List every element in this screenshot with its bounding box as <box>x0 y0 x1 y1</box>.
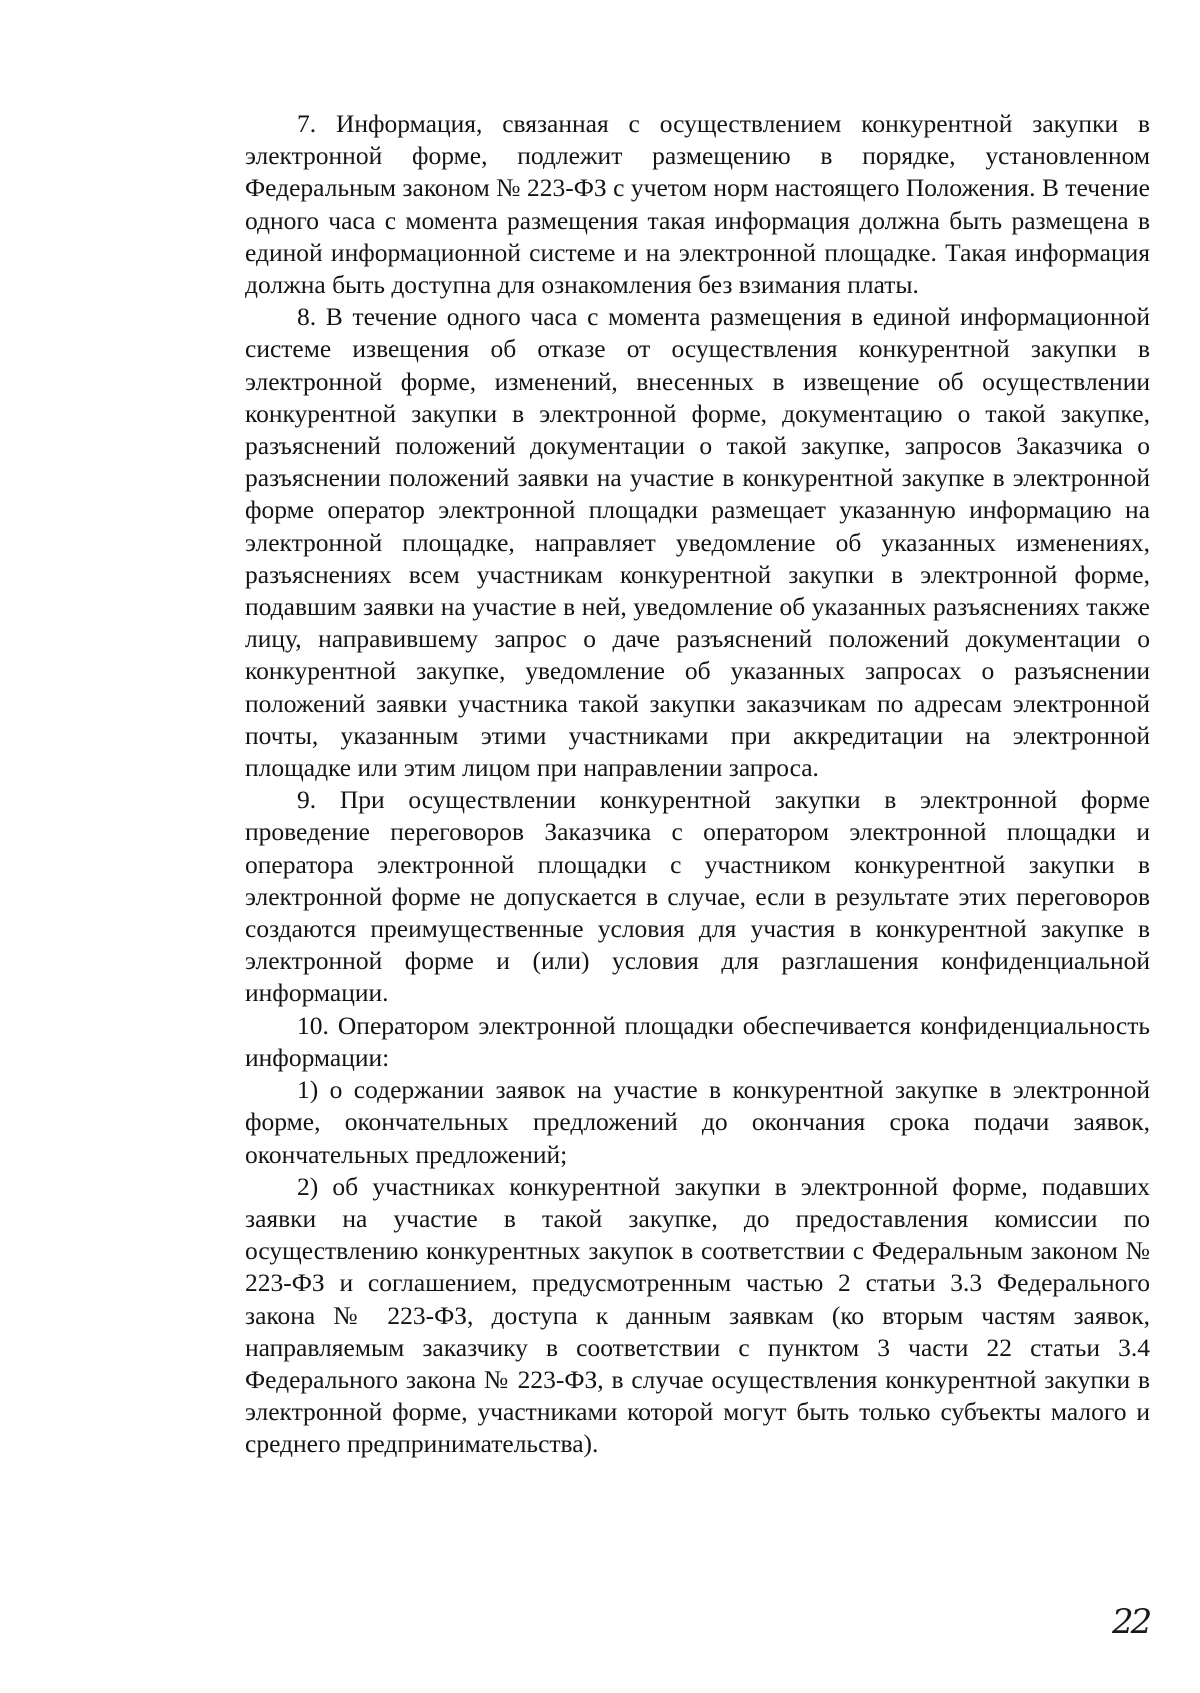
paragraph-8: 8. В течение одного часа с момента размещения в единой информационной системе извещения об отказе от осуществления конкурентной закупки в электронной форме, изменений, внесенных в извещение об осуществлении конкурентной закупки в электронной форме, документацию о такой закупке, разъяснений положений документации о такой закупке, запросов Заказчика о разъяснении положений заявки на участие в конкурентной закупке в электронной форме оператор электронной площадки размещает указанную информацию на электронной площадке, направляет уведомление об указанных изменениях, разъяснениях всем участникам конкурентной закупки в электронной форме, подавшим заявки на участие в ней, уведомление об указанных разъяснениях также лицу, направившему запрос о даче разъяснений положений документации о конкурентной закупке, уведомление об указанных запросах о разъяснении положений заявки участника такой закупки заказчикам по адресам электронной почты, указанным этими участниками при аккредитации на электронной площадке или этим лицом при направлении запроса. <box>245 302 1150 783</box>
paragraph-10-item-2: 2) об участниках конкурентной закупки в электронной форме, подавших заявки на участие в такой закупке, до предоставления комиссии по осуществлению конкурентных закупок в соответствии с Федеральным законом № 223-ФЗ и соглашением, предусмотренным частью 2 статьи 3.3 Федерального закона № 223-ФЗ, доступа к данным заявкам (ко вторым частям заявок, направляемым заказчику в соответствии с пунктом 3 части 22 статьи 3.4 Федерального закона № 223-ФЗ, в случае осуществления конкурентной закупки в электронной форме, участниками которой могут быть только субъекты малого и среднего предпринимательства). <box>245 1171 1150 1459</box>
document-body <box>245 108 1150 1461</box>
handwritten-page-number: 22 <box>1112 1602 1150 1642</box>
paragraph-10: 10. Оператором электронной площадки обеспечивается конфиденциальность информации: <box>245 1010 1150 1072</box>
paragraph-7: 7. Информация, связанная с осуществлением конкурентной закупки в электронной форме, подлежит размещению в порядке, установленном Федеральным законом № 223-ФЗ с учетом норм настоящего Положения. В течение одного часа с момента размещения такая информация должна быть размещена в единой информационной системе и на электронной площадке. Такая информация должна быть доступна для ознакомления без взимания платы. <box>245 109 1150 300</box>
paragraph-10-item-1: 1) о содержании заявок на участие в конкурентной закупке в электронной форме, окончательных предложений до окончания срока подачи заявок, окончательных предложений; <box>245 1075 1150 1169</box>
paragraph-9: 9. При осуществлении конкурентной закупки в электронной форме проведение переговоров Заказчика с оператором электронной площадки и оператора электронной площадки с участником конкурентной закупки в электронной форме не допускается в случае, если в результате этих переговоров создаются преимущественные условия для участия в конкурентной закупке в электронной форме и (или) условия для разглашения конфиденциальной информации. <box>245 785 1150 1008</box>
